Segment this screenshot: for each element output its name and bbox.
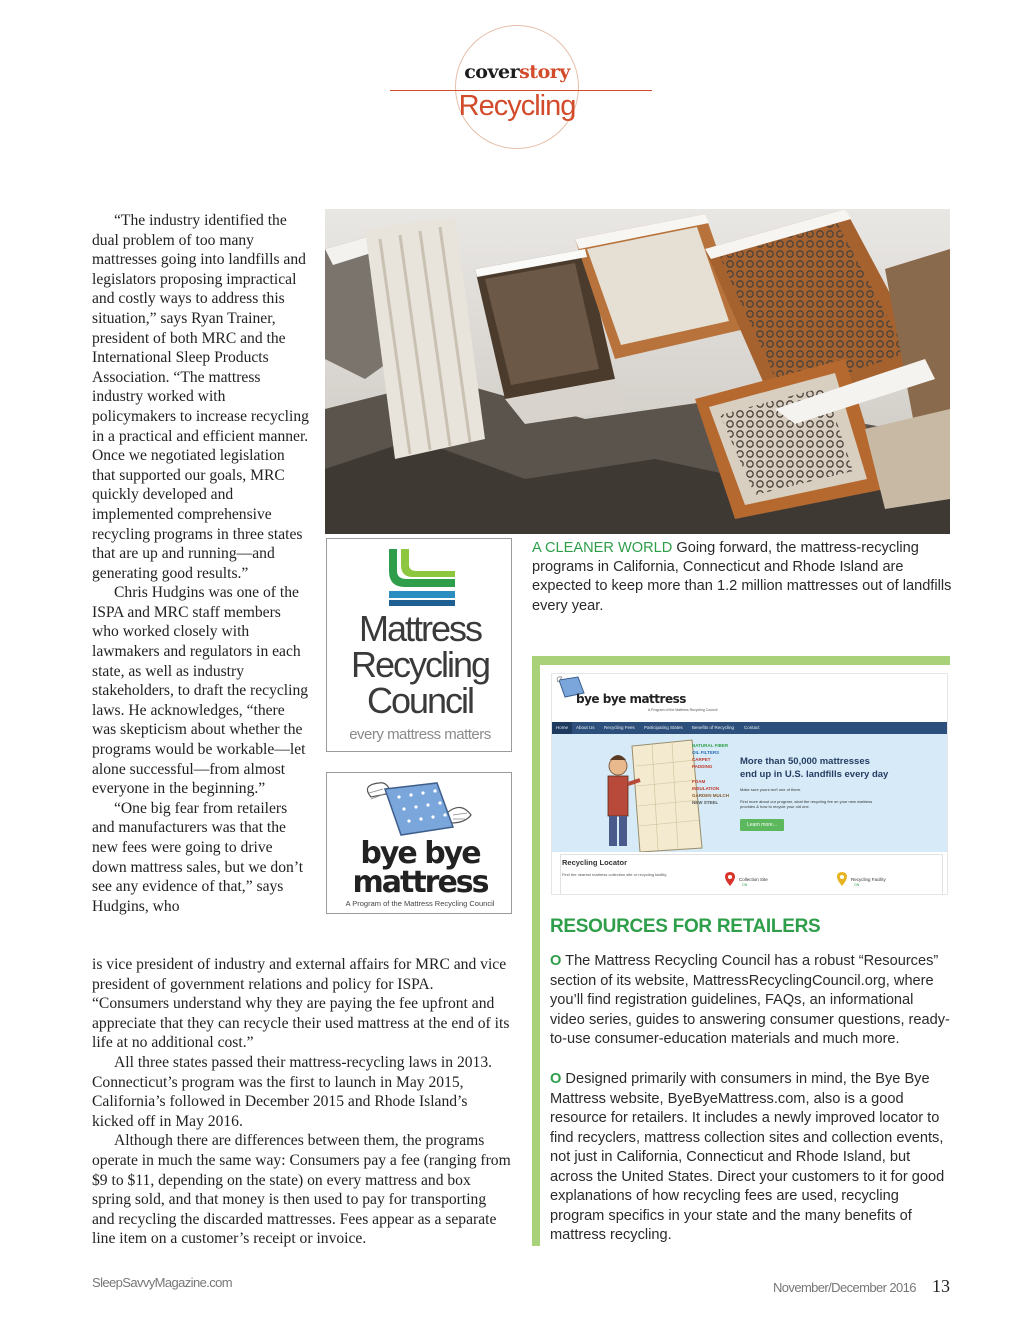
- collection-site-label: Collection Site: [739, 877, 768, 882]
- article-paragraph: Although there are differences between them, the programs operate in much the same way: Consumers pay a fee (ranging from $9 to $11, depending on the state) on every mattress and box spring sold, and that money is then used to pay for transporting and recycling the discarded mattresses. Fees appear as a separate line item on a customer’s receipt or invoice.: [92, 1132, 511, 1248]
- tag-carpet-padding: CARPET PADDING: [692, 757, 713, 769]
- tag-foam-insulation: FOAM INSULATION: [692, 779, 720, 791]
- bullet-icon: O: [550, 1071, 562, 1087]
- site-hero-small2: Find more about our program, what the recycling fee on your new mattress provides & how to recycle your old one.: [740, 799, 873, 809]
- mrc-logo-line1: Mattress: [358, 608, 482, 649]
- mrc-logo-line2: Recycling: [350, 644, 490, 685]
- article-paragraph: “The industry identified the dual problem of too many mattresses going into landfills and legislators proposing impractical and costly ways to address this situation,” says Ryan Trainer, president of both MRC and the International Sleep Products Association. “The mattress industry worked with policymakers to increase recycling in a practical and efficient manner. Once we negotiated legislation that supported our goals, MRC quickly developed and implemented comprehensive recycling programs in three states that are up and running—and generating good results.”: [92, 212, 309, 582]
- recycling-facility-toggle[interactable]: ON: [854, 883, 860, 887]
- article-paragraph: Chris Hudgins was one of the ISPA and MRC staff members who worked closely with lawmakers and regulators in each state, as well as industry stakeholders, to draft the recycling laws. He acknowledges, “there was skepticism about whether the programs would be workable—let alone successful—from almost everyone in the beginning.”: [92, 584, 309, 798]
- article-column-wide: [92, 955, 512, 1249]
- collection-site-toggle[interactable]: ON: [742, 883, 748, 887]
- header-circle-ornament: [455, 25, 579, 149]
- tag-new-steel: NEW STEEL: [692, 800, 719, 805]
- flying-mattress-icon: [361, 779, 473, 839]
- kicker-part1: cover: [464, 61, 520, 83]
- site-nav-fees[interactable]: Recycling Fees: [604, 725, 635, 730]
- article-column-left: [92, 211, 310, 916]
- site-nav-home[interactable]: Home: [556, 725, 569, 730]
- site-nav-states[interactable]: Participating States: [644, 725, 683, 730]
- resources-item-2-text: Designed primarily with consumers in mind, the Bye Bye Mattress website, ByeByeMattress.com, also is a good resource for retailers. It includes a newly improved locator to find recyclers, mattress collection sites and collection events, not just in California, Connecticut and Rhode Island, but across the United States. Direct your customers to it for good explanations of how recycling fees are used, recycling program specifics in your state and the many benefits of mattress recycling.: [550, 1071, 945, 1243]
- locator-sub: Find the nearest mattress collection site or recycling facility:: [562, 872, 668, 877]
- learn-more-button[interactable]: Learn more...: [740, 819, 784, 831]
- kicker: [440, 61, 594, 83]
- bbm-logo-tagline: A Program of the Mattress Recycling Council: [345, 899, 495, 908]
- footer-website: SleepSavvyMagazine.com: [92, 1275, 232, 1290]
- section-title: Recycling: [458, 90, 576, 122]
- resources-item-1: [550, 952, 952, 1050]
- site-hero-line1: More than 50,000 mattresses: [740, 756, 870, 767]
- caption-text: Going forward, the mattress-recycling programs in California, Connecticut and Rhode Island are expected to keep more than 1.2 million mattresses out of landfills every year.: [532, 540, 952, 614]
- resources-item-1-text: The Mattress Recycling Council has a robust “Resources” section of its website, MattressRecyclingCouncil.org, where you’ll find registration guidelines, FAQs, an informational video series, guides to answering consumer questions, ready-to-use consumer-education materials and much more.: [550, 953, 950, 1047]
- site-nav-benefits[interactable]: Benefits of Recycling: [692, 725, 735, 730]
- site-nav-contact[interactable]: Contact: [744, 725, 760, 730]
- mrc-logo-tagline: every mattress matters: [349, 726, 491, 743]
- mrc-logo-box: [326, 538, 512, 752]
- tag-oil-filters: OIL FILTERS: [692, 750, 720, 755]
- site-brand: bye bye mattress: [576, 692, 686, 706]
- site-brand-sub: A Program of the Mattress Recycling Council: [648, 708, 718, 712]
- resources-title: RESOURCES FOR RETAILERS: [550, 916, 821, 937]
- tag-garden-mulch: GARDEN MULCH: [692, 793, 729, 798]
- collection-site-pin-icon: [725, 872, 735, 886]
- footer-issue: November/December 2016: [773, 1280, 916, 1295]
- locator-title: Recycling Locator: [562, 858, 628, 867]
- mrc-logo-icon: [385, 549, 455, 607]
- site-nav-about[interactable]: About Us: [576, 725, 595, 730]
- bullet-icon: O: [550, 953, 562, 969]
- resources-item-2: [550, 1070, 952, 1246]
- site-hero-small: Make sure yours isn't one of them.: [740, 787, 802, 792]
- photo-caption: [532, 539, 952, 616]
- bbm-logo-box: [326, 772, 512, 914]
- mrc-logo-line3: Council: [366, 680, 474, 721]
- recycling-facility-label: Recycling Facility: [851, 877, 886, 882]
- article-paragraph: is vice president of industry and external affairs for MRC and vice president of government relations and policy for ISPA. “Consumers understand why they are paying the fee upfront and appreciate that they can recycle their used mattress at the end of its life at no additional cost.”: [92, 956, 510, 1052]
- bbm-logo-line2: mattress: [352, 865, 488, 900]
- recycling-facility-pin-icon: [837, 872, 847, 886]
- sidebar-rule-top: [532, 656, 950, 665]
- caption-lead: A CLEANER WORLD: [532, 540, 673, 556]
- tag-natural-fiber: NATURAL FIBER: [692, 743, 729, 748]
- mattress-pile-photo: [325, 209, 950, 534]
- article-paragraph: “One big fear from retailers and manufacturers was that the new fees were going to drive down mattress sales, but we don’t see any evidence of that,” says Hudgins, who: [92, 799, 304, 915]
- sidebar-rule-left: [532, 656, 540, 1246]
- kicker-part2: story: [519, 61, 570, 83]
- website-screenshot: [551, 673, 948, 895]
- page-number: 13: [932, 1276, 950, 1296]
- bbm-logo-line1: bye bye: [360, 836, 480, 871]
- article-paragraph: All three states passed their mattress-recycling laws in 2013. Connecticut’s program was the first to launch in May 2015, California’s followed in December 2015 and Rhode Island’s kicked off in May 2016.: [92, 1053, 493, 1130]
- site-hero-line2: end up in U.S. landfills every day: [740, 769, 889, 780]
